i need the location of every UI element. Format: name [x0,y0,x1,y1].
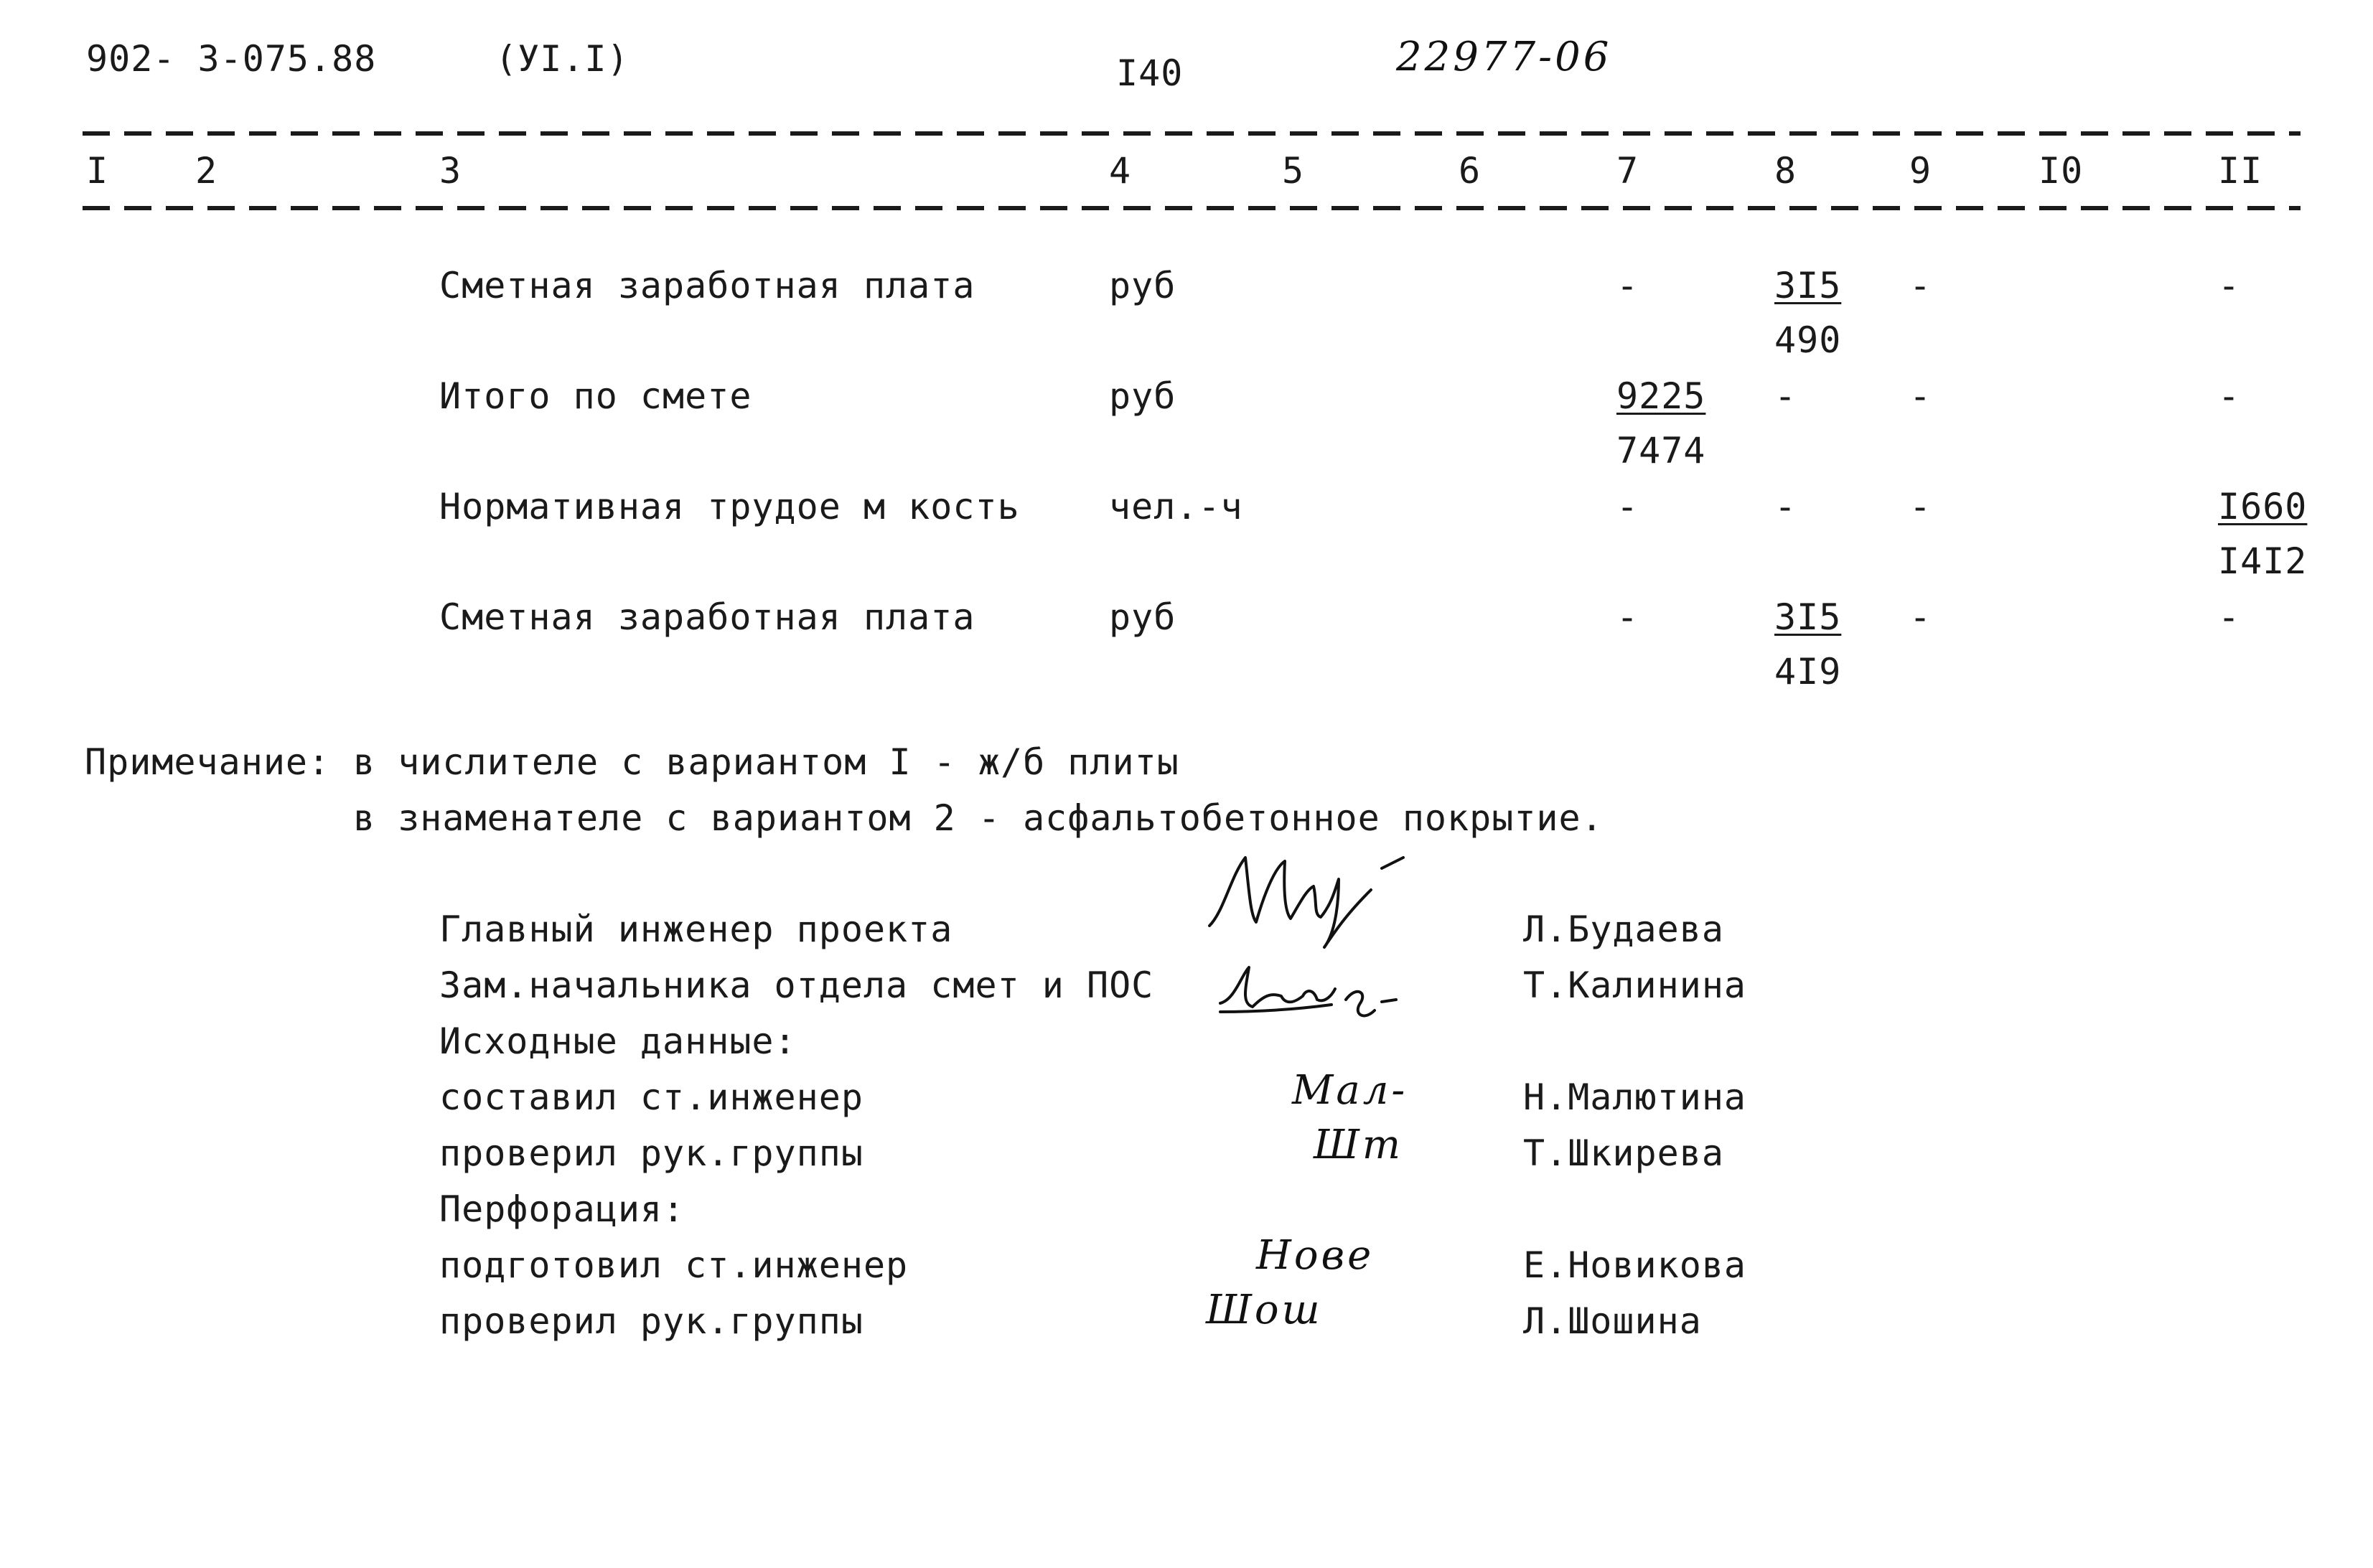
row4-unit: руб [1109,596,1176,638]
signature-deputy-head-handwriting [1213,960,1400,1025]
header-top-rule [83,131,2301,136]
signature-name-prepared: Е.Новикова [1523,1244,1747,1286]
col-header-1: I [86,150,109,192]
row4-col8-denominator: 4I9 [1774,651,1842,693]
row2-col7-numerator: 9225 [1616,375,1706,417]
signature-name-compiled: Н.Малютина [1523,1076,1747,1118]
col-header-5: 5 [1282,150,1305,192]
document-code: 22977-06 [1396,34,1612,80]
signature-section-perforation: Перфорация: [439,1188,685,1230]
row2-name: Итого по смете [439,375,752,417]
signature-chief-engineer-handwriting [1206,847,1421,954]
row1-col7: - [1616,265,1639,306]
signature-prepared-handwriting: Нове [1256,1232,1375,1279]
signature-role-checked: проверил рук.группы [439,1132,863,1174]
row2-col9: - [1909,375,1932,417]
signature-role-chief-engineer: Главный инженер проекта [439,909,953,950]
row1-col8-numerator: 3I5 [1774,265,1842,306]
row1-col8-denominator: 490 [1774,319,1842,361]
col-header-2: 2 [195,150,218,192]
signature-checked-2-handwriting: Шош [1206,1287,1323,1333]
signature-role-prepared: подготовил ст.инженер [439,1244,909,1286]
signature-name-checked: Т.Шкирева [1523,1132,1724,1174]
row3-col7: - [1616,486,1639,527]
note-line-2: в знаменателе с вариантом 2 - асфальтобетонное покрытие. [353,797,1604,839]
row4-col8-numerator: 3I5 [1774,596,1842,638]
series-code: 902- 3-075.88 [86,38,377,80]
header-bottom-rule [83,206,2301,210]
col-header-11: II [2218,150,2263,192]
signature-role-deputy-head: Зам.начальника отдела смет и ПОС [439,964,1154,1006]
row4-name: Сметная заработная плата [439,596,975,638]
row3-name: Нормативная трудое м кость [439,486,1020,527]
row4-col9: - [1909,596,1932,638]
row3-col11-numerator: I660 [2218,486,2308,527]
col-header-7: 7 [1616,150,1639,192]
col-header-8: 8 [1774,150,1797,192]
row2-col7-denominator: 7474 [1616,430,1706,471]
row1-name: Сметная заработная плата [439,265,975,306]
col-header-10: I0 [2039,150,2084,192]
signature-role-checked-2: проверил рук.группы [439,1300,863,1342]
signature-checked-handwriting: Шт [1314,1122,1404,1168]
note-line-1: в числителе с вариантом I - ж/б плиты [353,741,1179,783]
col-header-3: 3 [439,150,462,192]
row3-col8: - [1774,486,1797,527]
row2-unit: руб [1109,375,1176,417]
row1-col11: - [2218,265,2241,306]
signature-name-chief-engineer: Л.Будаева [1523,909,1724,950]
row1-col9: - [1909,265,1932,306]
signature-section-source-data: Исходные данные: [439,1020,797,1062]
row3-unit: чел.-ч [1109,486,1243,527]
page-number: I40 [1116,52,1184,94]
signature-compiled-handwriting: Мал- [1292,1067,1408,1114]
col-header-6: 6 [1459,150,1482,192]
row3-col9: - [1909,486,1932,527]
signature-role-compiled: составил ст.инженер [439,1076,863,1118]
row4-col11: - [2218,596,2241,638]
row2-col11: - [2218,375,2241,417]
row4-col7: - [1616,596,1639,638]
note-label: Примечание: [85,741,331,783]
col-header-4: 4 [1109,150,1132,192]
signature-name-checked-2: Л.Шошина [1523,1300,1702,1342]
row1-unit: руб [1109,265,1176,306]
col-header-9: 9 [1909,150,1932,192]
section-code: (УI.I) [495,38,629,80]
row2-col8: - [1774,375,1797,417]
signature-name-deputy-head: Т.Калинина [1523,964,1747,1006]
row3-col11-denominator: I4I2 [2218,540,2308,582]
